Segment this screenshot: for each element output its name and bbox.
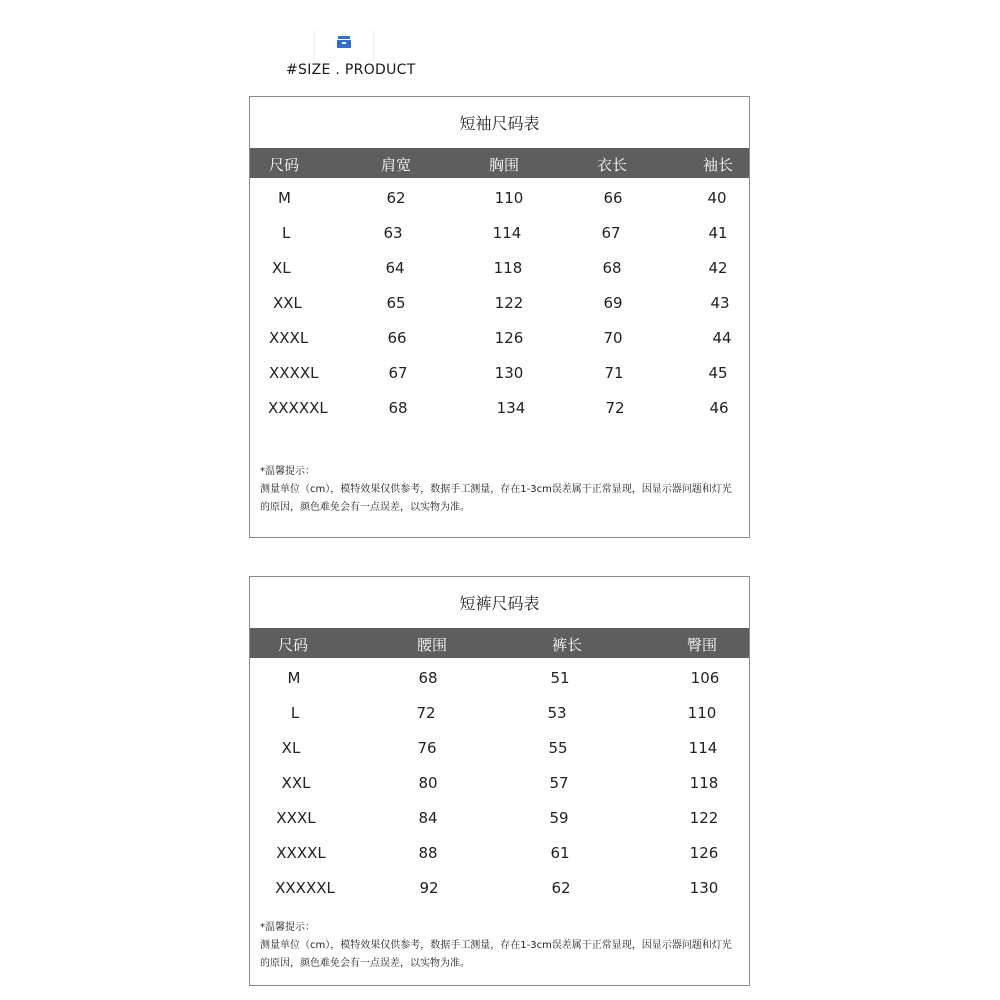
shoulder-cell: 68 bbox=[388, 399, 408, 417]
size-cell: XXL bbox=[281, 774, 311, 792]
length-cell: 70 bbox=[603, 329, 623, 347]
length-cell: 57 bbox=[549, 774, 569, 792]
size-cell: L bbox=[282, 224, 291, 242]
chest-cell: 130 bbox=[494, 364, 524, 382]
shirt-header-chest: 胸围 bbox=[488, 156, 520, 174]
shorts-size-table bbox=[249, 576, 750, 986]
size-cell: XXXXL bbox=[269, 364, 319, 382]
shoulder-cell: 64 bbox=[385, 259, 405, 277]
waist-cell: 92 bbox=[419, 879, 439, 897]
size-cell: M bbox=[287, 669, 301, 687]
sleeve-cell: 45 bbox=[708, 364, 728, 382]
chest-cell: 110 bbox=[494, 189, 524, 207]
shorts-note bbox=[260, 919, 741, 973]
size-cell: XL bbox=[281, 739, 301, 757]
size-cell: XXXXXL bbox=[268, 399, 328, 417]
length-cell: 72 bbox=[605, 399, 625, 417]
note-title: *温馨提示： bbox=[260, 466, 315, 477]
chest-cell: 126 bbox=[494, 329, 524, 347]
table-row bbox=[250, 224, 749, 248]
brand-logo bbox=[314, 30, 374, 60]
chest-cell: 118 bbox=[493, 259, 523, 277]
size-cell: L bbox=[290, 704, 300, 722]
waist-cell: 88 bbox=[418, 844, 438, 862]
length-cell: 53 bbox=[547, 704, 567, 722]
note-line: 测量单位（cm），模特效果仅供参考，数据手工测量，存在1-3cm误差属于正常显现，因显示器问题和灯光 bbox=[260, 484, 732, 495]
length-cell: 66 bbox=[603, 189, 623, 207]
size-cell: XXXXXL bbox=[275, 879, 335, 897]
chest-cell: 134 bbox=[496, 399, 526, 417]
chest-cell: 114 bbox=[492, 224, 522, 242]
shirt-size-table bbox=[249, 96, 750, 538]
length-cell: 61 bbox=[550, 844, 570, 862]
shirt-note bbox=[260, 463, 741, 517]
size-cell: XL bbox=[272, 259, 291, 277]
shoulder-cell: 65 bbox=[386, 294, 406, 312]
hip-cell: 118 bbox=[689, 774, 719, 792]
size-cell: XXXL bbox=[269, 329, 309, 347]
hip-cell: 130 bbox=[689, 879, 719, 897]
length-cell: 71 bbox=[604, 364, 624, 382]
shorts-table-header bbox=[250, 628, 749, 658]
table-row bbox=[250, 704, 749, 728]
table-row bbox=[250, 844, 749, 868]
shorts-header-size: 尺码 bbox=[277, 636, 309, 654]
table-row bbox=[250, 364, 749, 388]
note-line: 的原因，颜色难免会有一点误差，以实物为准。 bbox=[260, 502, 470, 513]
table-row bbox=[250, 809, 749, 833]
table-row bbox=[250, 399, 749, 423]
shorts-header-length: 裤长 bbox=[551, 636, 583, 654]
length-cell: 59 bbox=[549, 809, 569, 827]
length-cell: 51 bbox=[550, 669, 570, 687]
shirt-header-sleeve: 袖长 bbox=[702, 156, 734, 174]
note-line: 测量单位（cm），模特效果仅供参考，数据手工测量，存在1-3cm误差属于正常显现，因显示器问题和灯光 bbox=[260, 940, 732, 951]
waist-cell: 84 bbox=[418, 809, 438, 827]
shoulder-cell: 62 bbox=[386, 189, 406, 207]
store-logo-icon bbox=[337, 36, 351, 48]
shorts-header-waist: 腰围 bbox=[416, 636, 448, 654]
table-row bbox=[250, 774, 749, 798]
shorts-table-title: 短裤尺码表 bbox=[459, 594, 540, 613]
shirt-table-header bbox=[250, 148, 749, 178]
shirt-header-size: 尺码 bbox=[268, 156, 300, 174]
size-cell: XXXXL bbox=[276, 844, 326, 862]
sleeve-cell: 42 bbox=[708, 259, 728, 277]
hip-cell: 126 bbox=[689, 844, 719, 862]
brand-text: #SIZE . PRODUCT bbox=[286, 62, 416, 78]
shoulder-cell: 67 bbox=[388, 364, 408, 382]
table-row bbox=[250, 259, 749, 283]
table-row bbox=[250, 294, 749, 318]
shirt-header-shoulder: 肩宽 bbox=[380, 156, 412, 174]
length-cell: 67 bbox=[601, 224, 621, 242]
hip-cell: 114 bbox=[688, 739, 718, 757]
waist-cell: 76 bbox=[417, 739, 437, 757]
waist-cell: 72 bbox=[416, 704, 436, 722]
note-title: *温馨提示： bbox=[260, 922, 315, 933]
sleeve-cell: 44 bbox=[712, 329, 732, 347]
size-cell: XXL bbox=[273, 294, 302, 312]
shirt-header-length: 衣长 bbox=[596, 156, 628, 174]
shoulder-cell: 63 bbox=[383, 224, 403, 242]
shoulder-cell: 66 bbox=[387, 329, 407, 347]
hip-cell: 110 bbox=[687, 704, 717, 722]
length-cell: 62 bbox=[551, 879, 571, 897]
note-line: 的原因，颜色难免会有一点误差，以实物为准。 bbox=[260, 958, 470, 969]
shorts-header-hip: 臀围 bbox=[686, 636, 718, 654]
table-row bbox=[250, 329, 749, 353]
sleeve-cell: 43 bbox=[710, 294, 730, 312]
chest-cell: 122 bbox=[494, 294, 524, 312]
size-cell: M bbox=[278, 189, 291, 207]
length-cell: 69 bbox=[603, 294, 623, 312]
sleeve-cell: 46 bbox=[709, 399, 729, 417]
hip-cell: 122 bbox=[689, 809, 719, 827]
waist-cell: 80 bbox=[418, 774, 438, 792]
waist-cell: 68 bbox=[418, 669, 438, 687]
sleeve-cell: 41 bbox=[708, 224, 728, 242]
table-row bbox=[250, 739, 749, 763]
size-cell: XXXL bbox=[276, 809, 316, 827]
shirt-table-title: 短袖尺码表 bbox=[459, 114, 540, 133]
length-cell: 68 bbox=[602, 259, 622, 277]
length-cell: 55 bbox=[548, 739, 568, 757]
table-row bbox=[250, 189, 749, 213]
table-row bbox=[250, 879, 749, 903]
hip-cell: 106 bbox=[690, 669, 720, 687]
table-row bbox=[250, 669, 749, 693]
sleeve-cell: 40 bbox=[707, 189, 727, 207]
